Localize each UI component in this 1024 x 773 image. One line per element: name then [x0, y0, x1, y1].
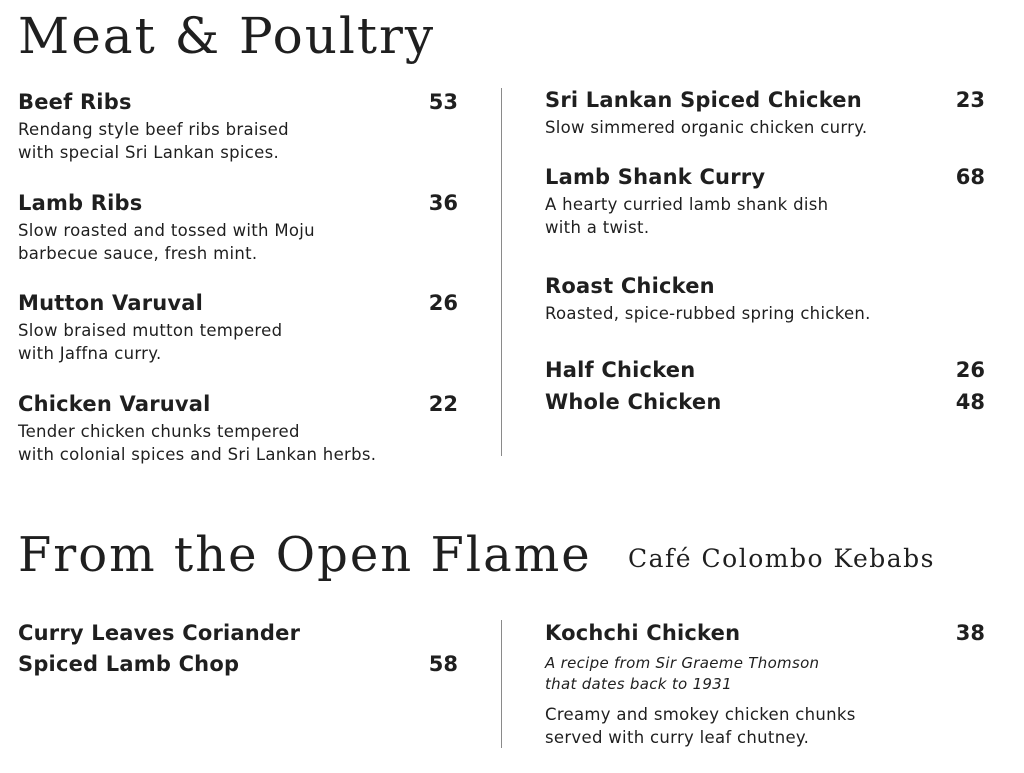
item-price: 53 [428, 90, 458, 114]
section-title-meat-poultry: Meat & Poultry [18, 7, 436, 65]
item-price: 26 [428, 291, 458, 315]
section-subtitle: Café Colombo Kebabs [628, 544, 936, 573]
menu-item-half-chicken [545, 356, 985, 386]
item-description: A hearty curried lamb shank dish [545, 195, 829, 214]
item-description: Roasted, spice-rubbed spring chicken. [545, 304, 871, 323]
item-price: 68 [955, 165, 985, 189]
menu-item-sri-lankan-spiced-chicken [545, 86, 985, 139]
item-description: barbecue sauce, fresh mint. [18, 244, 258, 263]
item-description: with special Sri Lankan spices. [18, 143, 280, 162]
item-note: that dates back to 1931 [545, 675, 732, 693]
section-title-open-flame: From the Open Flame [18, 527, 592, 583]
item-description: Creamy and smokey chicken chunks [545, 705, 856, 724]
menu-item-lamb-ribs [18, 189, 458, 265]
item-name: Half Chicken [545, 358, 696, 382]
item-description: with a twist. [545, 218, 650, 237]
column-divider [501, 620, 502, 748]
item-description: Slow simmered organic chicken curry. [545, 118, 868, 137]
item-name: Sri Lankan Spiced Chicken [545, 88, 862, 112]
menu-item-beef-ribs [18, 88, 458, 164]
item-description: Slow braised mutton tempered [18, 321, 283, 340]
menu-item-roast-chicken [545, 272, 985, 325]
item-description: with colonial spices and Sri Lankan herbs. [18, 445, 377, 464]
item-name: Lamb Ribs [18, 191, 143, 215]
item-price: 36 [428, 191, 458, 215]
column-divider [501, 88, 502, 456]
menu-item-lamb-chop [18, 619, 458, 680]
item-name: Spiced Lamb Chop [18, 652, 240, 676]
item-description: with Jaffna curry. [18, 344, 162, 363]
item-name: Chicken Varuval [18, 392, 211, 416]
menu-item-chicken-varuval [18, 390, 458, 466]
item-price: 23 [955, 88, 985, 112]
item-price: 38 [955, 621, 985, 645]
item-name: Lamb Shank Curry [545, 165, 766, 189]
item-price: 58 [428, 652, 458, 676]
item-name: Kochchi Chicken [545, 621, 741, 645]
item-name: Curry Leaves Coriander [18, 621, 301, 645]
menu-item-whole-chicken [545, 388, 985, 418]
item-name: Whole Chicken [545, 390, 722, 414]
menu-item-mutton-varuval [18, 289, 458, 365]
item-price: 26 [955, 358, 985, 382]
item-description: Rendang style beef ribs braised [18, 120, 289, 139]
item-price: 22 [428, 392, 458, 416]
item-name: Mutton Varuval [18, 291, 204, 315]
menu-item-kochchi-chicken [545, 619, 985, 749]
item-description: Slow roasted and tossed with Moju [18, 221, 315, 240]
item-description: served with curry leaf chutney. [545, 728, 810, 747]
item-name: Roast Chicken [545, 274, 715, 298]
item-price: 48 [955, 390, 985, 414]
menu-item-lamb-shank-curry [545, 163, 985, 239]
item-description: Tender chicken chunks tempered [18, 422, 300, 441]
item-note: A recipe from Sir Graeme Thomson [545, 654, 820, 672]
item-name: Beef Ribs [18, 90, 132, 114]
